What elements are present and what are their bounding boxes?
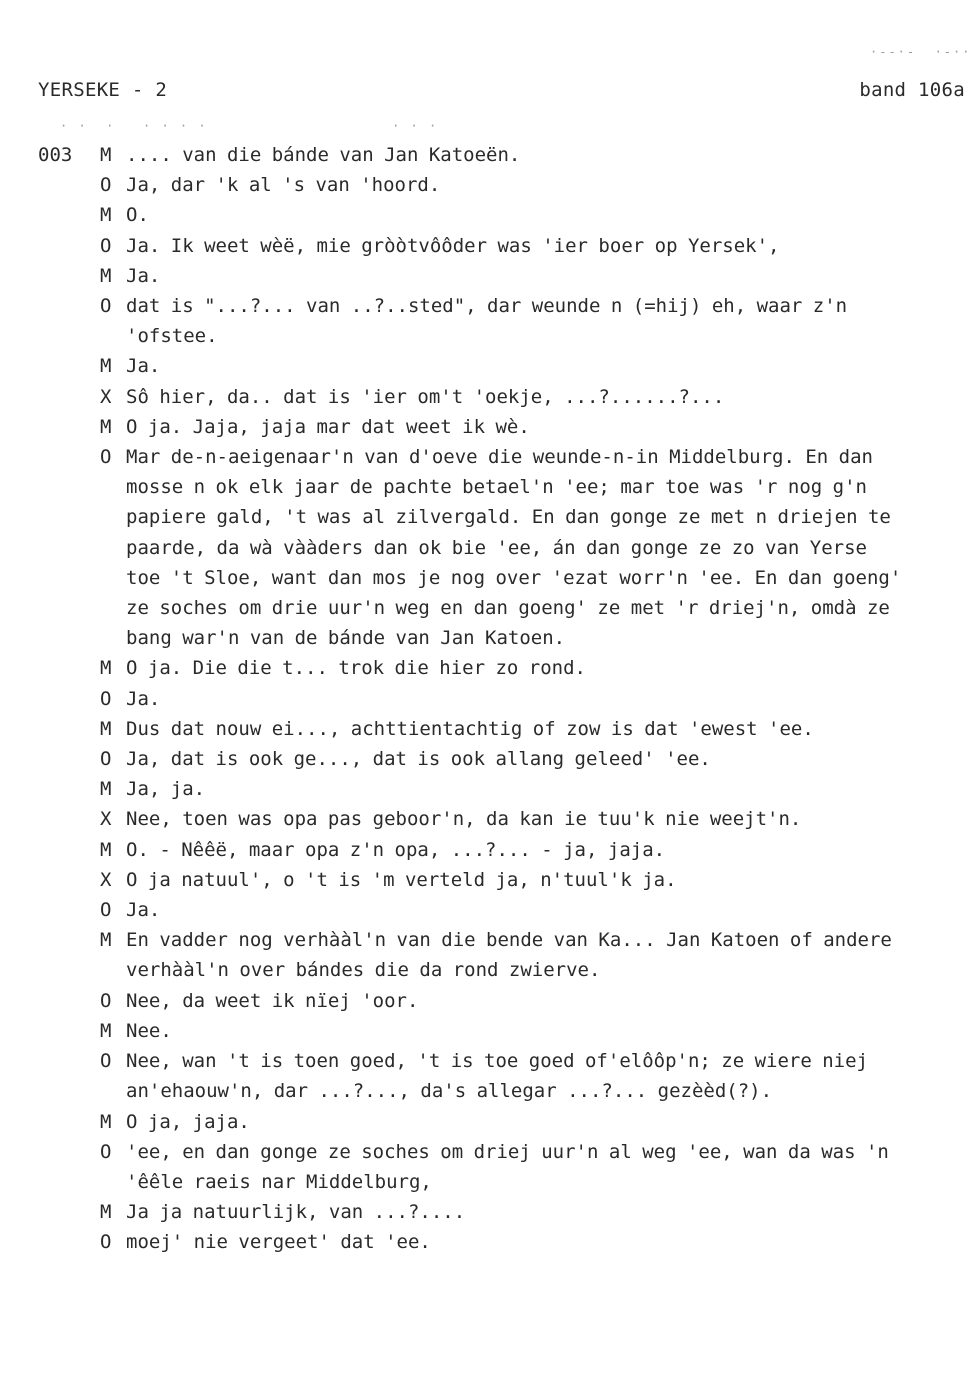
speaker-code: O xyxy=(100,748,112,771)
transcript-turn xyxy=(0,170,979,200)
margin-marks: · · · · · · · · · · xyxy=(60,119,439,133)
utterance-text: Nee, da weet ik nïej 'oor. xyxy=(126,989,419,1012)
utterance-text: Ja. xyxy=(126,264,161,287)
transcript-turn xyxy=(0,1137,979,1197)
utterance-text: O ja natuul', o 't is 'm verteld ja, n'tuul'k ja. xyxy=(126,868,677,891)
speaker-code: M xyxy=(100,264,112,287)
transcript-turn xyxy=(0,412,979,442)
utterance-text: Nee, toen was opa pas geboor'n, da kan ie tuu'k nie weejt'n. xyxy=(126,808,802,831)
speaker-code: M xyxy=(100,657,112,680)
transcript-turn xyxy=(0,382,979,412)
speaker-code: O xyxy=(100,446,112,469)
utterance-text: Dus dat nouw ei..., achttientachtig of zow is dat 'ewest 'ee. xyxy=(126,717,814,740)
speaker-code: M xyxy=(100,144,112,166)
speaker-code: O xyxy=(100,1231,112,1254)
speaker-code: O xyxy=(100,687,112,710)
utterance-text: dat is "...?... van ..?..sted", dar weunde n (=hij) eh, waar z'n 'ofstee. xyxy=(126,295,848,348)
transcript-turn xyxy=(0,865,979,895)
speaker-code: X xyxy=(100,385,112,408)
speaker-code: O xyxy=(100,234,112,257)
speaker-code: M xyxy=(100,929,112,952)
transcript-turn xyxy=(0,261,979,291)
transcript-turn xyxy=(0,1107,979,1137)
transcript-turn xyxy=(0,804,979,834)
transcript-turn xyxy=(0,744,979,774)
utterance-text: En vadder nog verhààl'n van die bende van Ka... Jan Katoen of andere verhààl'n over bándes die da rond zwierve. xyxy=(126,929,892,982)
transcript-turn xyxy=(0,925,979,985)
transcript-turn xyxy=(0,442,979,653)
transcript-turn xyxy=(0,774,979,804)
speaker-code: M xyxy=(100,778,112,801)
transcript-turn xyxy=(0,895,979,925)
transcript-turn xyxy=(0,986,979,1016)
utterance-text: Mar de-n-aeigenaar'n van d'oeve die weunde-n-in Middelburg. En dan mosse n ok elk jaar de pachte betael'n 'ee; mar toe was 'r nog g'n papiere gald, 't was al zilvergald. En dan gonge ze met n driejen te paarde, da wà vààders dan ok bie 'ee, án dan gonge ze zo van Yerse toe 't Sloe, want dan mos je nog over 'ezat worr'n 'ee. En dan goeng' ze soches om drie uur'n weg en dan goeng' ze met 'r driej'n, omdà ze bang war'n van de bánde van Jan Katoen. xyxy=(126,446,902,650)
margin-marks: ·‑‑·‑ ·‑·· xyxy=(870,45,972,59)
speaker-code: M xyxy=(100,1110,112,1133)
speaker-code: M xyxy=(100,1019,112,1042)
utterance-text: .... van die bánde van Jan Katoeën. xyxy=(126,144,521,166)
transcript-turn xyxy=(0,835,979,865)
transcript-turn xyxy=(0,140,979,170)
transcript-turn xyxy=(0,291,979,351)
utterance-text: O. - Nêêë, maar opa z'n opa, ...?... - ja, jaja. xyxy=(126,838,666,861)
transcript-turn xyxy=(0,231,979,261)
document-location: YERSEKE - 2 xyxy=(38,79,168,101)
utterance-text: Ja, ja. xyxy=(126,778,206,801)
speaker-code: M xyxy=(100,415,112,438)
tape-number: band 106a xyxy=(859,79,965,101)
utterance-text: Sô hier, da.. dat is 'ier om't 'oekje, ...?......?... xyxy=(126,385,725,408)
utterance-text: moej' nie vergeet' dat 'ee. xyxy=(126,1231,431,1254)
utterance-text: Ja, dat is ook ge..., dat is ook allang geleed' 'ee. xyxy=(126,748,711,771)
utterance-text: O ja. Jaja, jaja mar dat weet ik wè. xyxy=(126,415,530,438)
transcript-turn xyxy=(0,1016,979,1046)
transcript-turn xyxy=(0,1046,979,1106)
transcript-body xyxy=(0,140,979,1258)
transcript-turn xyxy=(0,714,979,744)
utterance-text: Nee. xyxy=(126,1019,172,1042)
speaker-code: M xyxy=(100,717,112,740)
speaker-code: O xyxy=(100,1140,112,1163)
transcript-turn xyxy=(0,200,979,230)
utterance-text: O ja. Die die t... trok die hier zo rond. xyxy=(126,657,586,680)
speaker-code: O xyxy=(100,989,112,1012)
speaker-code: M xyxy=(100,838,112,861)
speaker-code: M xyxy=(100,1201,112,1224)
utterance-text: Ja. xyxy=(126,355,161,378)
utterance-text: Nee, wan 't is toen goed, 't is toe goed of'elôôp'n; ze wiere niej an'ehaouw'n, dar ...?..., da's allegar ...?... gezèèd(?). xyxy=(126,1050,868,1103)
transcript-turn xyxy=(0,351,979,381)
utterance-text: O. xyxy=(126,204,149,227)
line-number: 003 xyxy=(38,144,73,166)
transcript-turn xyxy=(0,684,979,714)
utterance-text: Ja, dar 'k al 's van 'hoord. xyxy=(126,174,441,197)
speaker-code: O xyxy=(100,174,112,197)
transcript-turn xyxy=(0,1197,979,1227)
utterance-text: O ja, jaja. xyxy=(126,1110,250,1133)
speaker-code: O xyxy=(100,1050,112,1073)
transcript-turn xyxy=(0,653,979,683)
speaker-code: O xyxy=(100,899,112,922)
speaker-code: X xyxy=(100,808,112,831)
utterance-text: Ja. xyxy=(126,687,161,710)
utterance-text: Ja. Ik weet wèë, mie gròòtvôôder was 'ier boer op Yersek', xyxy=(126,234,780,257)
speaker-code: M xyxy=(100,355,112,378)
utterance-text: Ja ja natuurlijk, van ...?.... xyxy=(126,1201,466,1224)
speaker-code: M xyxy=(100,204,112,227)
speaker-code: O xyxy=(100,295,112,318)
transcript-turn xyxy=(0,1227,979,1257)
utterance-text: Ja. xyxy=(126,899,161,922)
utterance-text: 'ee, en dan gonge ze soches om driej uur'n al weg 'ee, wan da was 'n 'êêle raeis nar Middelburg, xyxy=(126,1140,889,1193)
speaker-code: X xyxy=(100,868,112,891)
